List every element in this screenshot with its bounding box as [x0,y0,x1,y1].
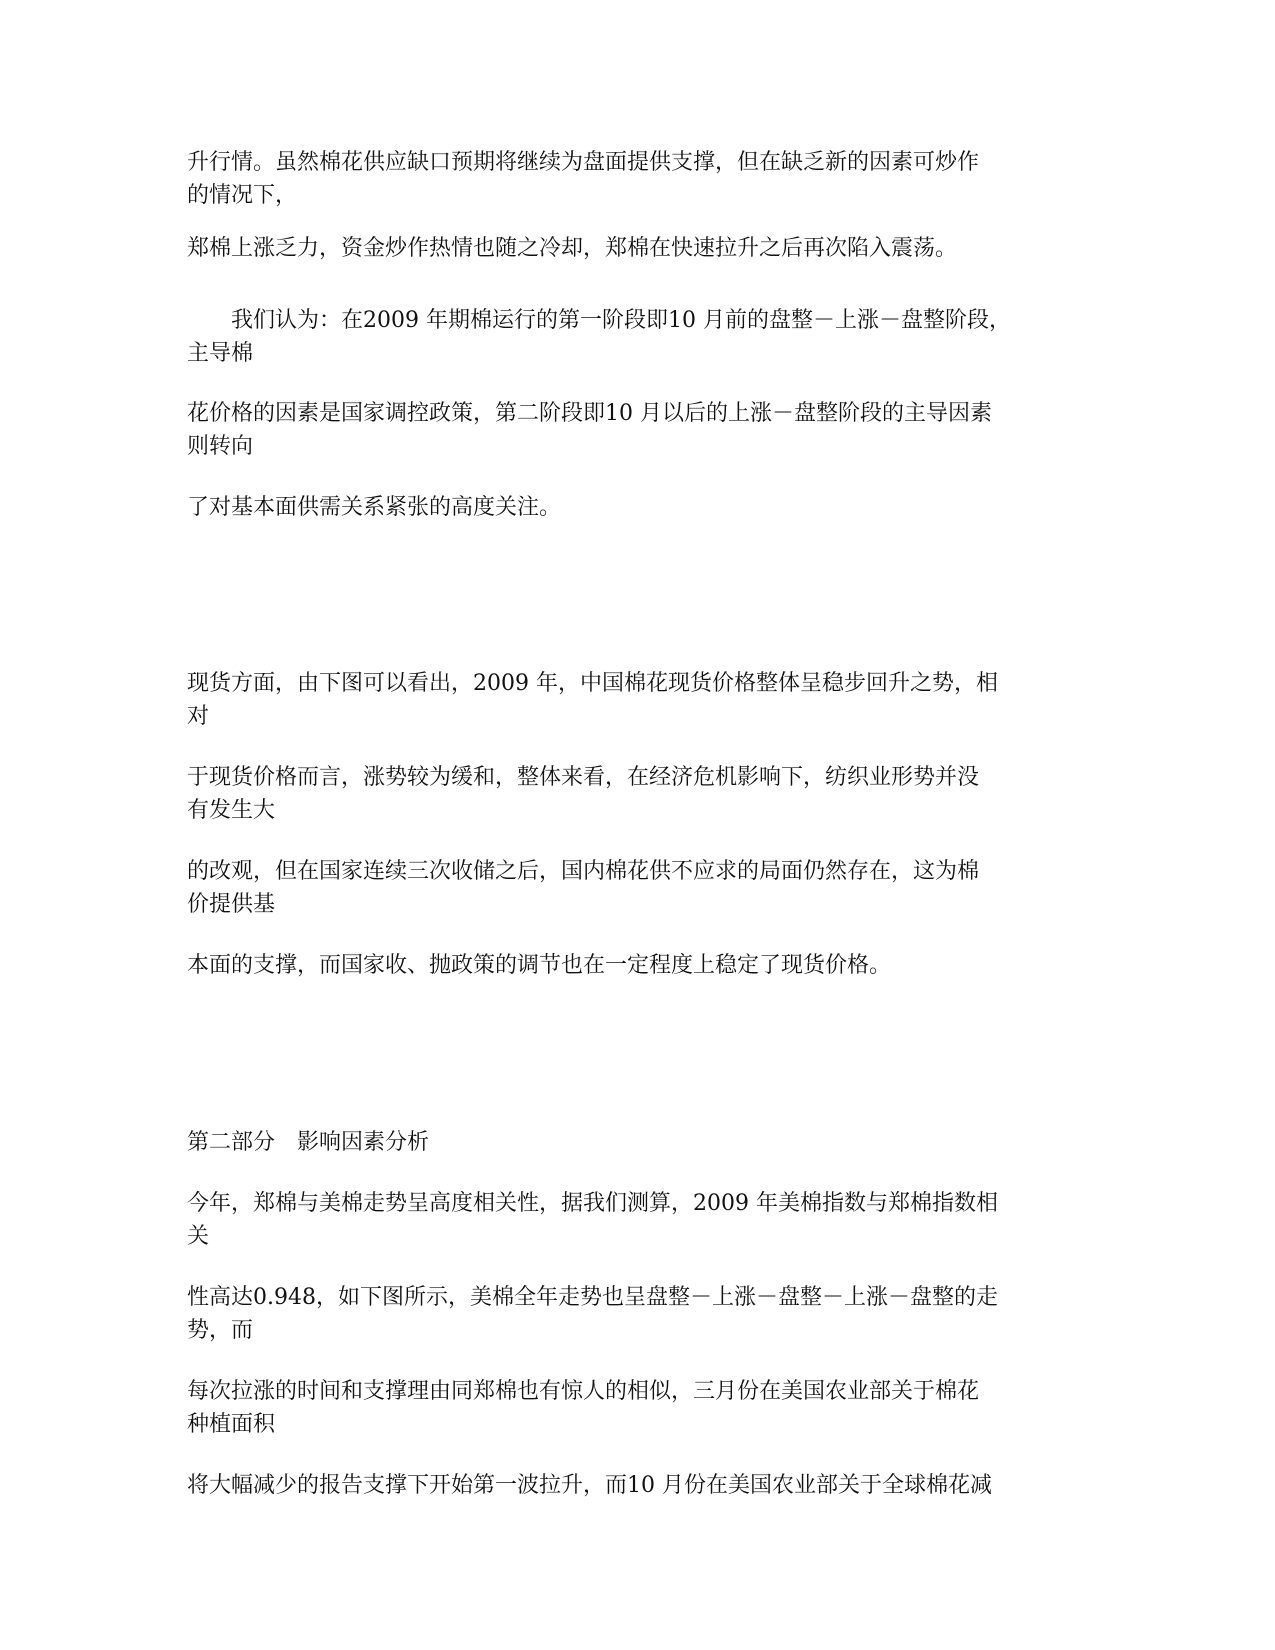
text-line: 的改观，但在国家连续三次收储之后，国内棉花供不应求的局面仍然存在，这为棉 [187,859,980,884]
text-line: 升行情。虽然棉花供应缺口预期将继续为盘面提供支撑，但在缺乏新的因素可炒作 [187,150,980,175]
paragraph-7 [187,761,1087,827]
text-line: 将大幅减少的报告支撑下开始第一波拉升，而10 月份在美国农业部关于全球棉花减 [187,1473,992,1498]
text-line: 今年，郑棉与美棉走势呈高度相关性，据我们测算，2009 年美棉指数与郑棉指数相 [187,1191,998,1216]
text-line: 花价格的因素是国家调控政策，第二阶段即10 月以后的上涨－盘整阶段的主导因素 [187,401,992,426]
text-line: 主导棉 [187,341,254,366]
text-line: 现货方面，由下图可以看出，2009 年，中国棉花现货价格整体呈稳步回升之势，相 [187,671,998,696]
paragraph-8 [187,855,1087,921]
paragraph-13 [187,1375,1087,1441]
text-line: 第二部分 影响因素分析 [187,1130,430,1155]
paragraph-6 [187,667,1087,733]
paragraph-12 [187,1281,1087,1347]
text-line: 于现货价格而言，涨势较为缓和，整体来看，在经济危机影响下，纺织业形势并没 [187,765,980,790]
text-line: 每次拉涨的时间和支撑理由同郑棉也有惊人的相似，三月份在美国农业部关于棉花 [187,1379,980,1404]
paragraph-1 [187,146,1087,212]
paragraph-4 [187,397,1087,463]
text-line: 性高达0.948，如下图所示，美棉全年走势也呈盘整－上涨－盘整－上涨－盘整的走 [187,1285,998,1310]
text-line: 对 [187,704,210,729]
text-line: 势，而 [187,1318,254,1343]
text-line: 有发生大 [187,798,276,823]
paragraph-5 [187,491,1087,524]
text-line: 本面的支撑，而国家收、抛政策的调节也在一定程度上稳定了现货价格。 [187,953,892,978]
text-line: 郑棉上涨乏力，资金炒作热情也随之冷却，郑棉在快速拉升之后再次陷入震荡。 [187,236,958,261]
text-line: 了对基本面供需关系紧张的高度关注。 [187,495,562,520]
paragraph-11 [187,1187,1087,1253]
text-line: 种植面积 [187,1412,276,1437]
paragraph-2 [187,232,1087,265]
paragraph-14 [187,1469,1087,1502]
text-line: 关 [187,1224,210,1249]
paragraph-9 [187,949,1087,982]
text-line: 我们认为：在2009 年期棉运行的第一阶段即10 月前的盘整－上涨－盘整阶段， [187,308,1011,333]
text-line: 的情况下， [187,183,298,208]
paragraph-3 [187,304,1087,370]
text-line: 则转向 [187,434,254,459]
section-heading [187,1126,1087,1159]
text-line: 价提供基 [187,892,276,917]
